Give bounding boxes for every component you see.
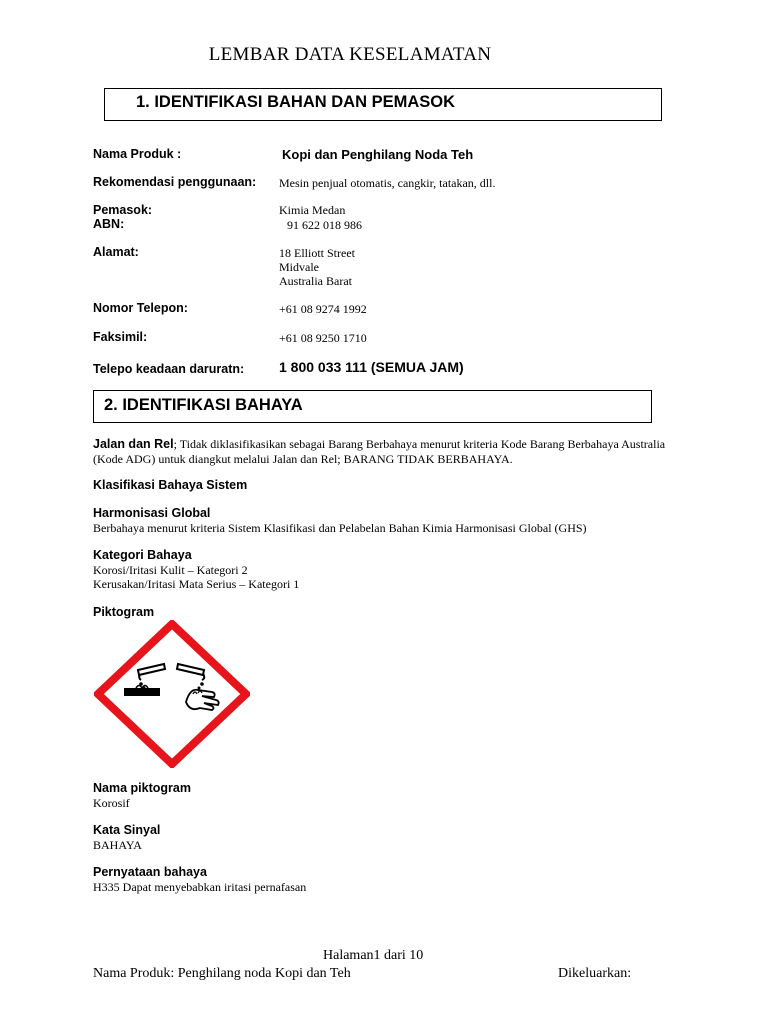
pictogram-name-value: Korosif [93, 796, 130, 810]
hazard-category-line-2: Kerusakan/Iritasi Mata Serius – Kategori 1 [93, 577, 300, 591]
phone-label: Nomor Telepon: [93, 301, 188, 315]
road-rail-text: ; Tidak diklasifikasikan sebagai Barang Berbahaya menurut kriteria Kode Barang Berbahaya Australia (Kode ADG) untuk diangkut melalui Jalan dan Rel; BARANG TIDAK BERBAHAYA. [93, 437, 666, 466]
recommended-use-value: Mesin penjual otomatis, cangkir, tatakan, dll. [279, 176, 496, 190]
hazard-category-heading: Kategori Bahaya [93, 548, 192, 562]
corrosive-ghs05-icon [94, 620, 250, 768]
page-number: Halaman1 dari 10 [323, 948, 424, 963]
signal-word-value: BAHAYA [93, 838, 142, 852]
road-rail-label: Jalan dan Rel [93, 437, 174, 451]
hazard-category-line-1: Korosi/Iritasi Kulit – Kategori 2 [93, 563, 248, 577]
phone-value: +61 08 9274 1992 [279, 302, 367, 316]
hazard-statement-value: H335 Dapat menyebabkan iritasi pernafasan [93, 880, 307, 894]
supplier-value: Kimia Medan [279, 203, 346, 217]
hazard-statement-heading: Pernyataan bahaya [93, 865, 207, 879]
address-label: Alamat: [93, 245, 139, 259]
document-title: LEMBAR DATA KESELAMATAN [208, 44, 492, 65]
signal-word-heading: Kata Sinyal [93, 823, 161, 837]
global-harmonization-text: Berbahaya menurut kriteria Sistem Klasifikasi dan Pelabelan Bahan Kimia Harmonisasi Global (GHS) [93, 521, 587, 535]
recommended-use-label: Rekomendasi penggunaan: [93, 175, 257, 189]
pictogram-heading: Piktogram [93, 605, 155, 619]
address-line-1: 18 Elliott Street [279, 246, 355, 260]
system-classification-heading: Klasifikasi Bahaya Sistem [93, 478, 248, 492]
pictogram-name-heading: Nama piktogram [93, 781, 191, 795]
global-harmonization-heading: Harmonisasi Global [93, 506, 211, 520]
supplier-label: Pemasok: [93, 203, 153, 217]
product-name-value: Kopi dan Penghilang Noda Teh [282, 147, 474, 162]
fax-value: +61 08 9250 1710 [279, 331, 367, 345]
emergency-phone-value: 1 800 033 111 (SEMUA JAM) [279, 359, 464, 375]
emergency-phone-label: Telepo keadaan daruratn: [93, 362, 245, 376]
footer-product-name: Nama Produk: Penghilang noda Kopi dan Teh [93, 966, 351, 981]
section-2-heading: 2. IDENTIFIKASI BAHAYA [104, 396, 303, 414]
address-line-3: Australia Barat [279, 274, 352, 288]
product-name-label: Nama Produk : [93, 147, 182, 161]
address-line-2: Midvale [279, 260, 319, 274]
fax-label: Faksimil: [93, 330, 148, 344]
section-1-heading: 1. IDENTIFIKASI BAHAN DAN PEMASOK [136, 93, 456, 111]
road-rail-paragraph [93, 437, 673, 467]
section-1-header-box [104, 88, 662, 121]
section-2-header-box [93, 390, 652, 423]
abn-label: ABN: [93, 217, 125, 231]
abn-value: 91 622 018 986 [287, 218, 362, 232]
footer-issued-label: Dikeluarkan: [558, 966, 632, 981]
